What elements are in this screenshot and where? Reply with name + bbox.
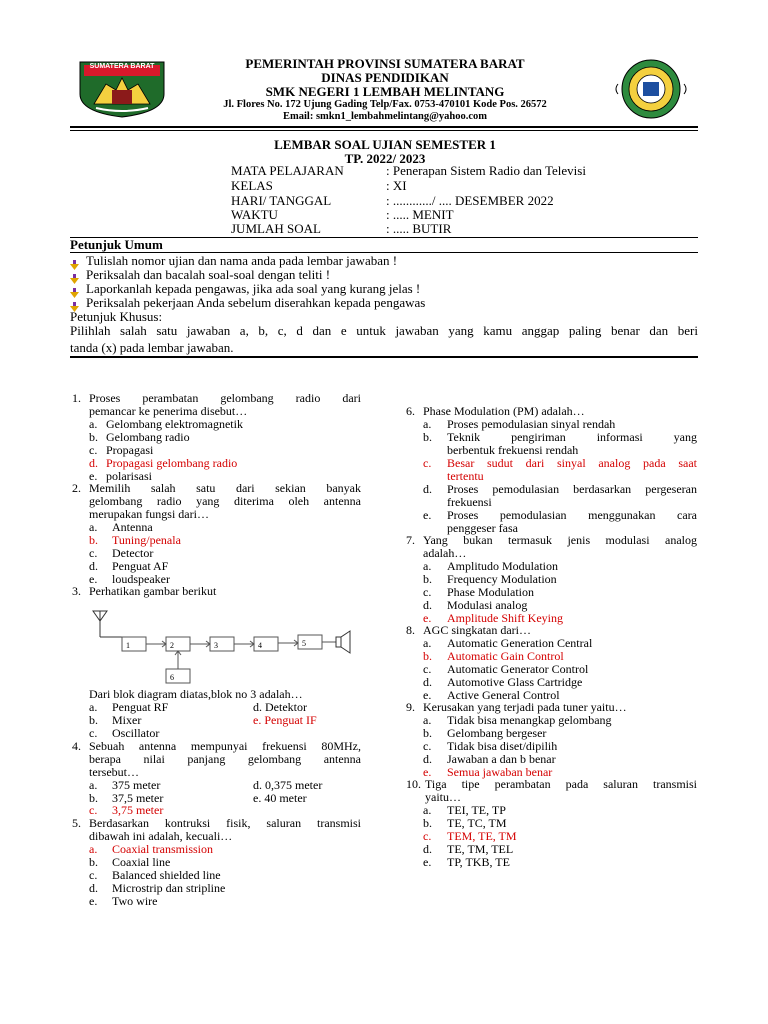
- option-letter: a.: [89, 700, 98, 714]
- option-text: berbentuk frekuensi rendah: [447, 443, 579, 457]
- instructions-rule-top: [70, 237, 698, 238]
- option-text: Teknik pengiriman informasi yang: [447, 431, 697, 444]
- option-letter: d.: [89, 881, 98, 895]
- option-text: Proses pemodulasian berdasarkan pergeseran: [447, 483, 697, 496]
- option-letter: b.: [89, 713, 98, 727]
- option-text: Mixer: [112, 713, 142, 727]
- option-letter-answer: e.: [423, 765, 432, 779]
- option-text: Proses pemodulasian menggunakan cara: [447, 509, 697, 522]
- option-letter-answer: b.: [89, 533, 98, 547]
- option-text-answer: Semua jawaban benar: [447, 765, 553, 779]
- option-text: Two wire: [112, 894, 158, 908]
- option-text: Jawaban a dan b benar: [447, 752, 556, 766]
- question-text: Perhatikan gambar berikut: [89, 584, 217, 598]
- option-letter: a.: [89, 417, 98, 431]
- option-text: Coaxial line: [112, 855, 171, 869]
- option-letter: a.: [423, 559, 432, 573]
- option-text: Automatic Generator Control: [447, 662, 589, 676]
- question-text: Proses perambatan gelombang radio dari: [89, 392, 361, 405]
- question-text: yaitu…: [425, 790, 461, 804]
- option-text: Gelombang radio: [106, 430, 190, 444]
- option-text: TEI, TE, TP: [447, 803, 506, 817]
- special-heading: Petunjuk Khusus:: [70, 309, 163, 324]
- question-text: Dari blok diagram diatas,blok no 3 adalah…: [89, 687, 303, 701]
- question-text: dibawah ini adalah, kecuali…: [89, 829, 233, 843]
- option-text: Oscillator: [112, 726, 160, 740]
- option-letter-answer: b.: [423, 649, 432, 663]
- question-number: 10.: [406, 777, 421, 791]
- option-text: Frequency Modulation: [447, 572, 557, 586]
- question-text: AGC singkatan dari…: [423, 623, 531, 637]
- option-letter: a.: [423, 417, 432, 431]
- option-text-answer: Amplitude Shift Keying: [447, 611, 563, 625]
- option-text-answer: Coaxial transmission: [112, 842, 213, 856]
- option-text-answer: Propagasi gelombang radio: [106, 456, 238, 470]
- question-number: 4.: [72, 739, 81, 753]
- option-letter: b.: [89, 430, 98, 444]
- question-text: Berdasarkan kontruksi fisik, saluran transmisi: [89, 817, 361, 830]
- option-text: loudspeaker: [112, 572, 170, 586]
- option-text: Tidak bisa menangkap gelombang: [447, 713, 612, 727]
- question-text: adalah…: [423, 546, 467, 560]
- block-label: 5: [302, 639, 306, 648]
- option-text: d. Detektor: [253, 700, 307, 714]
- special-instruction-line1: Pilihlah salah satu jawaban a, b, c, d dan e untuk jawaban yang kamu anggap paling benar dan beri: [70, 323, 698, 338]
- question-text: Yang bukan termasuk jenis modulasi analog: [423, 534, 697, 547]
- option-letter-answer: a.: [89, 842, 98, 856]
- question-number: 2.: [72, 481, 81, 495]
- header-line1: PEMERINTAH PROVINSI SUMATERA BARAT: [245, 56, 525, 71]
- option-letter: d.: [423, 598, 432, 612]
- question-number: 1.: [72, 391, 81, 405]
- info-label-class: KELAS: [231, 178, 273, 193]
- option-letter-answer: e.: [423, 611, 432, 625]
- arrow-down-icon: [70, 272, 79, 281]
- general-item-text: Tulislah nomor ujian dan nama anda pada lembar jawaban !: [86, 253, 398, 268]
- option-text: Tidak bisa diset/dipilih: [447, 739, 558, 753]
- general-heading: Petunjuk Umum: [70, 237, 163, 252]
- option-letter: a.: [423, 803, 432, 817]
- option-letter-answer: d.: [89, 456, 98, 470]
- option-letter: c.: [423, 585, 432, 599]
- option-text: TE, TC, TM: [447, 816, 507, 830]
- option-text-answer: e. Penguat IF: [253, 713, 317, 727]
- option-letter: a.: [423, 636, 432, 650]
- exam-title: LEMBAR SOAL UJIAN SEMESTER 1: [274, 137, 496, 152]
- block-label: 3: [214, 641, 218, 650]
- option-letter: e.: [423, 688, 432, 702]
- info-value-time: : ..... MENIT: [386, 207, 454, 222]
- option-letter: d.: [89, 559, 98, 573]
- option-letter: a.: [89, 778, 98, 792]
- option-letter: e.: [423, 855, 432, 869]
- option-text: TE, TM, TEL: [447, 842, 514, 856]
- option-text-answer: TEM, TE, TM: [447, 829, 517, 843]
- question-number: 7.: [406, 533, 415, 547]
- question-text: Phase Modulation (PM) adalah…: [423, 404, 585, 418]
- header-address: Jl. Flores No. 172 Ujung Gading Telp/Fax. 0753-470101 Kode Pos. 26572: [223, 99, 547, 110]
- option-letter: c.: [423, 662, 432, 676]
- info-label-count: JUMLAH SOAL: [231, 221, 321, 236]
- option-letter: b.: [89, 791, 98, 805]
- option-letter: d.: [423, 842, 432, 856]
- question-number: 6.: [406, 404, 415, 418]
- option-text: Penguat AF: [112, 559, 169, 573]
- info-value-date: : ............/ .... DESEMBER 2022: [386, 193, 554, 208]
- option-letter: d.: [423, 752, 432, 766]
- option-letter: e.: [89, 894, 98, 908]
- question-text: tersebut…: [89, 765, 139, 779]
- instructions-rule-bottom: [70, 356, 698, 358]
- option-letter: a.: [423, 713, 432, 727]
- option-text: Modulasi analog: [447, 598, 528, 612]
- header-line2: DINAS PENDIDIKAN: [321, 70, 449, 85]
- option-text: Automotive Glass Cartridge: [447, 675, 583, 689]
- option-letter-answer: c.: [423, 456, 432, 470]
- question-text: berapa nilai panjang gelombang antenna: [89, 753, 361, 766]
- block-label: 6: [170, 673, 174, 682]
- exam-year: TP. 2022/ 2023: [344, 151, 426, 166]
- option-text: Antenna: [112, 520, 153, 534]
- option-text: penggeser fasa: [447, 521, 518, 535]
- info-value-count: : ..... BUTIR: [386, 221, 452, 236]
- option-letter: d.: [423, 482, 432, 496]
- arrow-down-icon: [70, 258, 79, 267]
- header-email: Email: smkn1_lembahmelintang@yahoo.com: [282, 111, 488, 122]
- option-letter: d.: [423, 675, 432, 689]
- block-label: 1: [126, 641, 130, 650]
- option-text: Active General Control: [447, 688, 560, 702]
- header-line3: SMK NEGERI 1 LEMBAH MELINTANG: [265, 84, 505, 99]
- option-text-answer: Automatic Gain Control: [447, 649, 564, 663]
- option-text-answer: Besar sudut dari sinyal analog pada saat: [447, 457, 697, 470]
- option-letter: e.: [423, 508, 432, 522]
- general-item-text: Laporkanlah kepada pengawas, jika ada soal yang kurang jelas !: [86, 281, 421, 296]
- option-text: Gelombang elektromagnetik: [106, 417, 243, 431]
- info-label-time: WAKTU: [231, 207, 278, 222]
- block-label: 4: [258, 641, 262, 650]
- option-letter: c.: [89, 868, 98, 882]
- general-item-text: Periksalah dan bacalah soal-soal dengan teliti !: [86, 267, 331, 282]
- option-letter-answer: c.: [89, 803, 98, 817]
- option-letter: e.: [89, 469, 98, 483]
- option-text-answer: 3,75 meter: [112, 803, 164, 817]
- option-text: Microstrip dan stripline: [112, 881, 226, 895]
- question-text: gelombang radio yang diterima oleh antenna: [89, 495, 361, 508]
- arrow-down-icon: [70, 300, 79, 309]
- option-letter-answer: c.: [423, 829, 432, 843]
- option-letter: e.: [89, 572, 98, 586]
- question-number: 3.: [72, 584, 81, 598]
- option-text: Propagasi: [106, 443, 154, 457]
- block-label: 2: [170, 641, 174, 650]
- question-number: 8.: [406, 623, 415, 637]
- header-rule-top: [70, 126, 698, 128]
- question-text: pemancar ke penerima disebut…: [89, 404, 248, 418]
- question-text: Sebuah antenna mempunyai frekuensi 80MHz,: [89, 740, 361, 753]
- option-text: d. 0,375 meter: [253, 778, 323, 792]
- general-item-text: Periksalah pekerjaan Anda sebelum diserahkan kepada pengawas: [86, 295, 426, 310]
- option-text: Phase Modulation: [447, 585, 534, 599]
- option-text: Penguat RF: [112, 700, 169, 714]
- question-text: Kerusakan yang terjadi pada tuner yaitu…: [423, 700, 627, 714]
- question-text: Memilih salah satu dari sekian banyak: [89, 482, 361, 495]
- option-text: 375 meter: [112, 778, 161, 792]
- question-number: 5.: [72, 816, 81, 830]
- option-letter: c.: [423, 739, 432, 753]
- option-text-answer: Tuning/penala: [112, 533, 181, 547]
- option-text: Balanced shielded line: [112, 868, 221, 882]
- arrow-down-icon: [70, 286, 79, 295]
- option-text: TP, TKB, TE: [447, 855, 510, 869]
- option-text: Proses pemodulasian sinyal rendah: [447, 417, 616, 431]
- header-rule-bottom: [70, 130, 698, 131]
- option-text: Automatic Generation Central: [447, 636, 593, 650]
- question-text: Tiga tipe perambatan pada saluran transmisi: [425, 778, 697, 791]
- option-letter: b.: [423, 430, 432, 444]
- info-value-subject: : Penerapan Sistem Radio dan Televisi: [386, 163, 586, 178]
- option-letter: b.: [423, 726, 432, 740]
- option-text: e. 40 meter: [253, 791, 307, 805]
- left-logo-text: SUMATERA BARAT: [89, 63, 155, 70]
- info-label-subject: MATA PELAJARAN: [231, 163, 344, 178]
- option-text: Gelombang bergeser: [447, 726, 547, 740]
- option-text: Amplitudo Modulation: [447, 559, 558, 573]
- special-instruction-line2: tanda (x) pada lembar jawaban.: [70, 340, 234, 355]
- option-text-answer: tertentu: [447, 469, 484, 483]
- option-letter: c.: [89, 546, 98, 560]
- question-text: merupakan fungsi dari…: [89, 507, 209, 521]
- option-letter: b.: [423, 816, 432, 830]
- option-text: Detector: [112, 546, 154, 560]
- option-letter: b.: [89, 855, 98, 869]
- option-letter: c.: [89, 726, 98, 740]
- question-number: 9.: [406, 700, 415, 714]
- option-text: polarisasi: [106, 469, 152, 483]
- option-text: frekuensi: [447, 495, 492, 509]
- info-label-date: HARI/ TANGGAL: [231, 193, 332, 208]
- option-letter: a.: [89, 520, 98, 534]
- option-letter: b.: [423, 572, 432, 586]
- option-text: 37,5 meter: [112, 791, 164, 805]
- option-letter: c.: [89, 443, 98, 457]
- info-value-class: : XI: [386, 178, 407, 193]
